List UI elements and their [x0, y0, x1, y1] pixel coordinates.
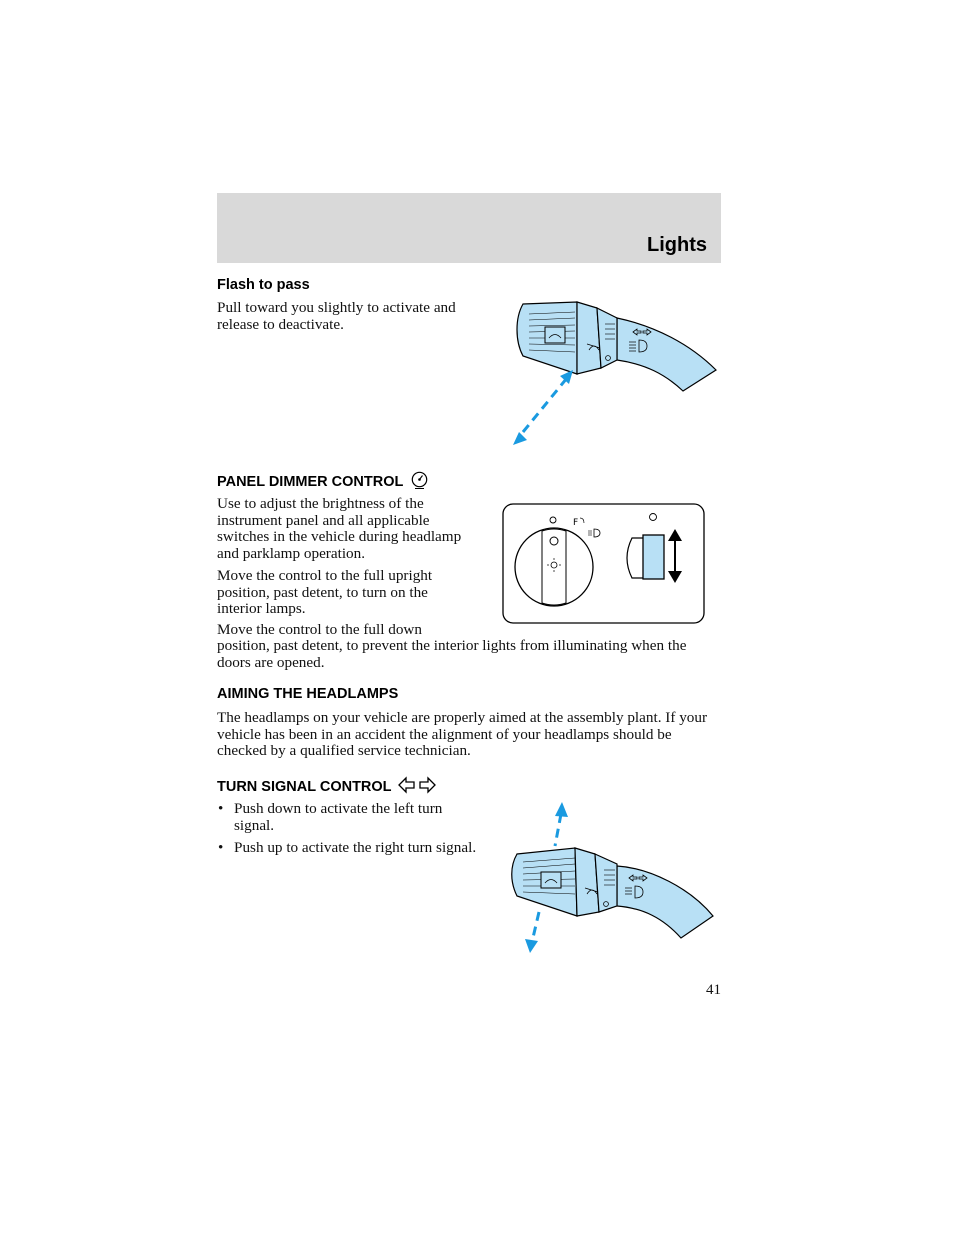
- headlamp-switch-illustration: [502, 503, 705, 624]
- panel-dimmer-paragraph-2: Move the control to the full upright position, past detent, to turn on the interior lamps.: [217, 567, 433, 617]
- turn-signal-illustration: [505, 800, 717, 957]
- section-title: Lights: [647, 234, 707, 256]
- panel-dimmer-text-upper: [217, 496, 472, 618]
- list-item: • Push up to activate the right turn signal.: [218, 839, 477, 856]
- page-number: 41: [706, 982, 721, 998]
- list-item: • Push down to activate the left turn signal.: [218, 800, 443, 834]
- panel-dimmer-paragraph-3-line-1: Move the control to the full down: [217, 622, 422, 638]
- section-header-band: [217, 193, 721, 263]
- flash-to-pass-illustration: [505, 296, 720, 451]
- flash-to-pass-text: Pull toward you slightly to activate and release to deactivate.: [217, 299, 456, 333]
- aiming-text: The headlamps on your vehicle are properly aimed at the assembly plant. If your vehicle has been in an accident the alignment of your headlamps should be checked by a qualified service technician.: [217, 709, 708, 759]
- aiming-heading: AIMING THE HEADLAMPS: [217, 686, 399, 702]
- turn-signal-heading-text: TURN SIGNAL CONTROL: [217, 779, 392, 795]
- panel-dimmer-heading: [217, 471, 429, 490]
- panel-dimmer-paragraph-1: Use to adjust the brightness of the instrument panel and all applicable switches in the vehicle during headlamp and parklamp operation.: [217, 495, 462, 562]
- svg-text:F: F: [573, 518, 579, 528]
- panel-dimmer-icon: [410, 471, 429, 490]
- flash-to-pass-heading: Flash to pass: [217, 277, 310, 293]
- turn-signal-list: [217, 801, 477, 863]
- panel-dimmer-heading-text: PANEL DIMMER CONTROL: [217, 474, 404, 490]
- turn-signal-arrows-icon: [398, 776, 436, 794]
- panel-dimmer-paragraph-3: position, past detent, to prevent the interior lights from illuminating when the doors are opened.: [217, 638, 687, 671]
- turn-signal-heading: [217, 776, 436, 795]
